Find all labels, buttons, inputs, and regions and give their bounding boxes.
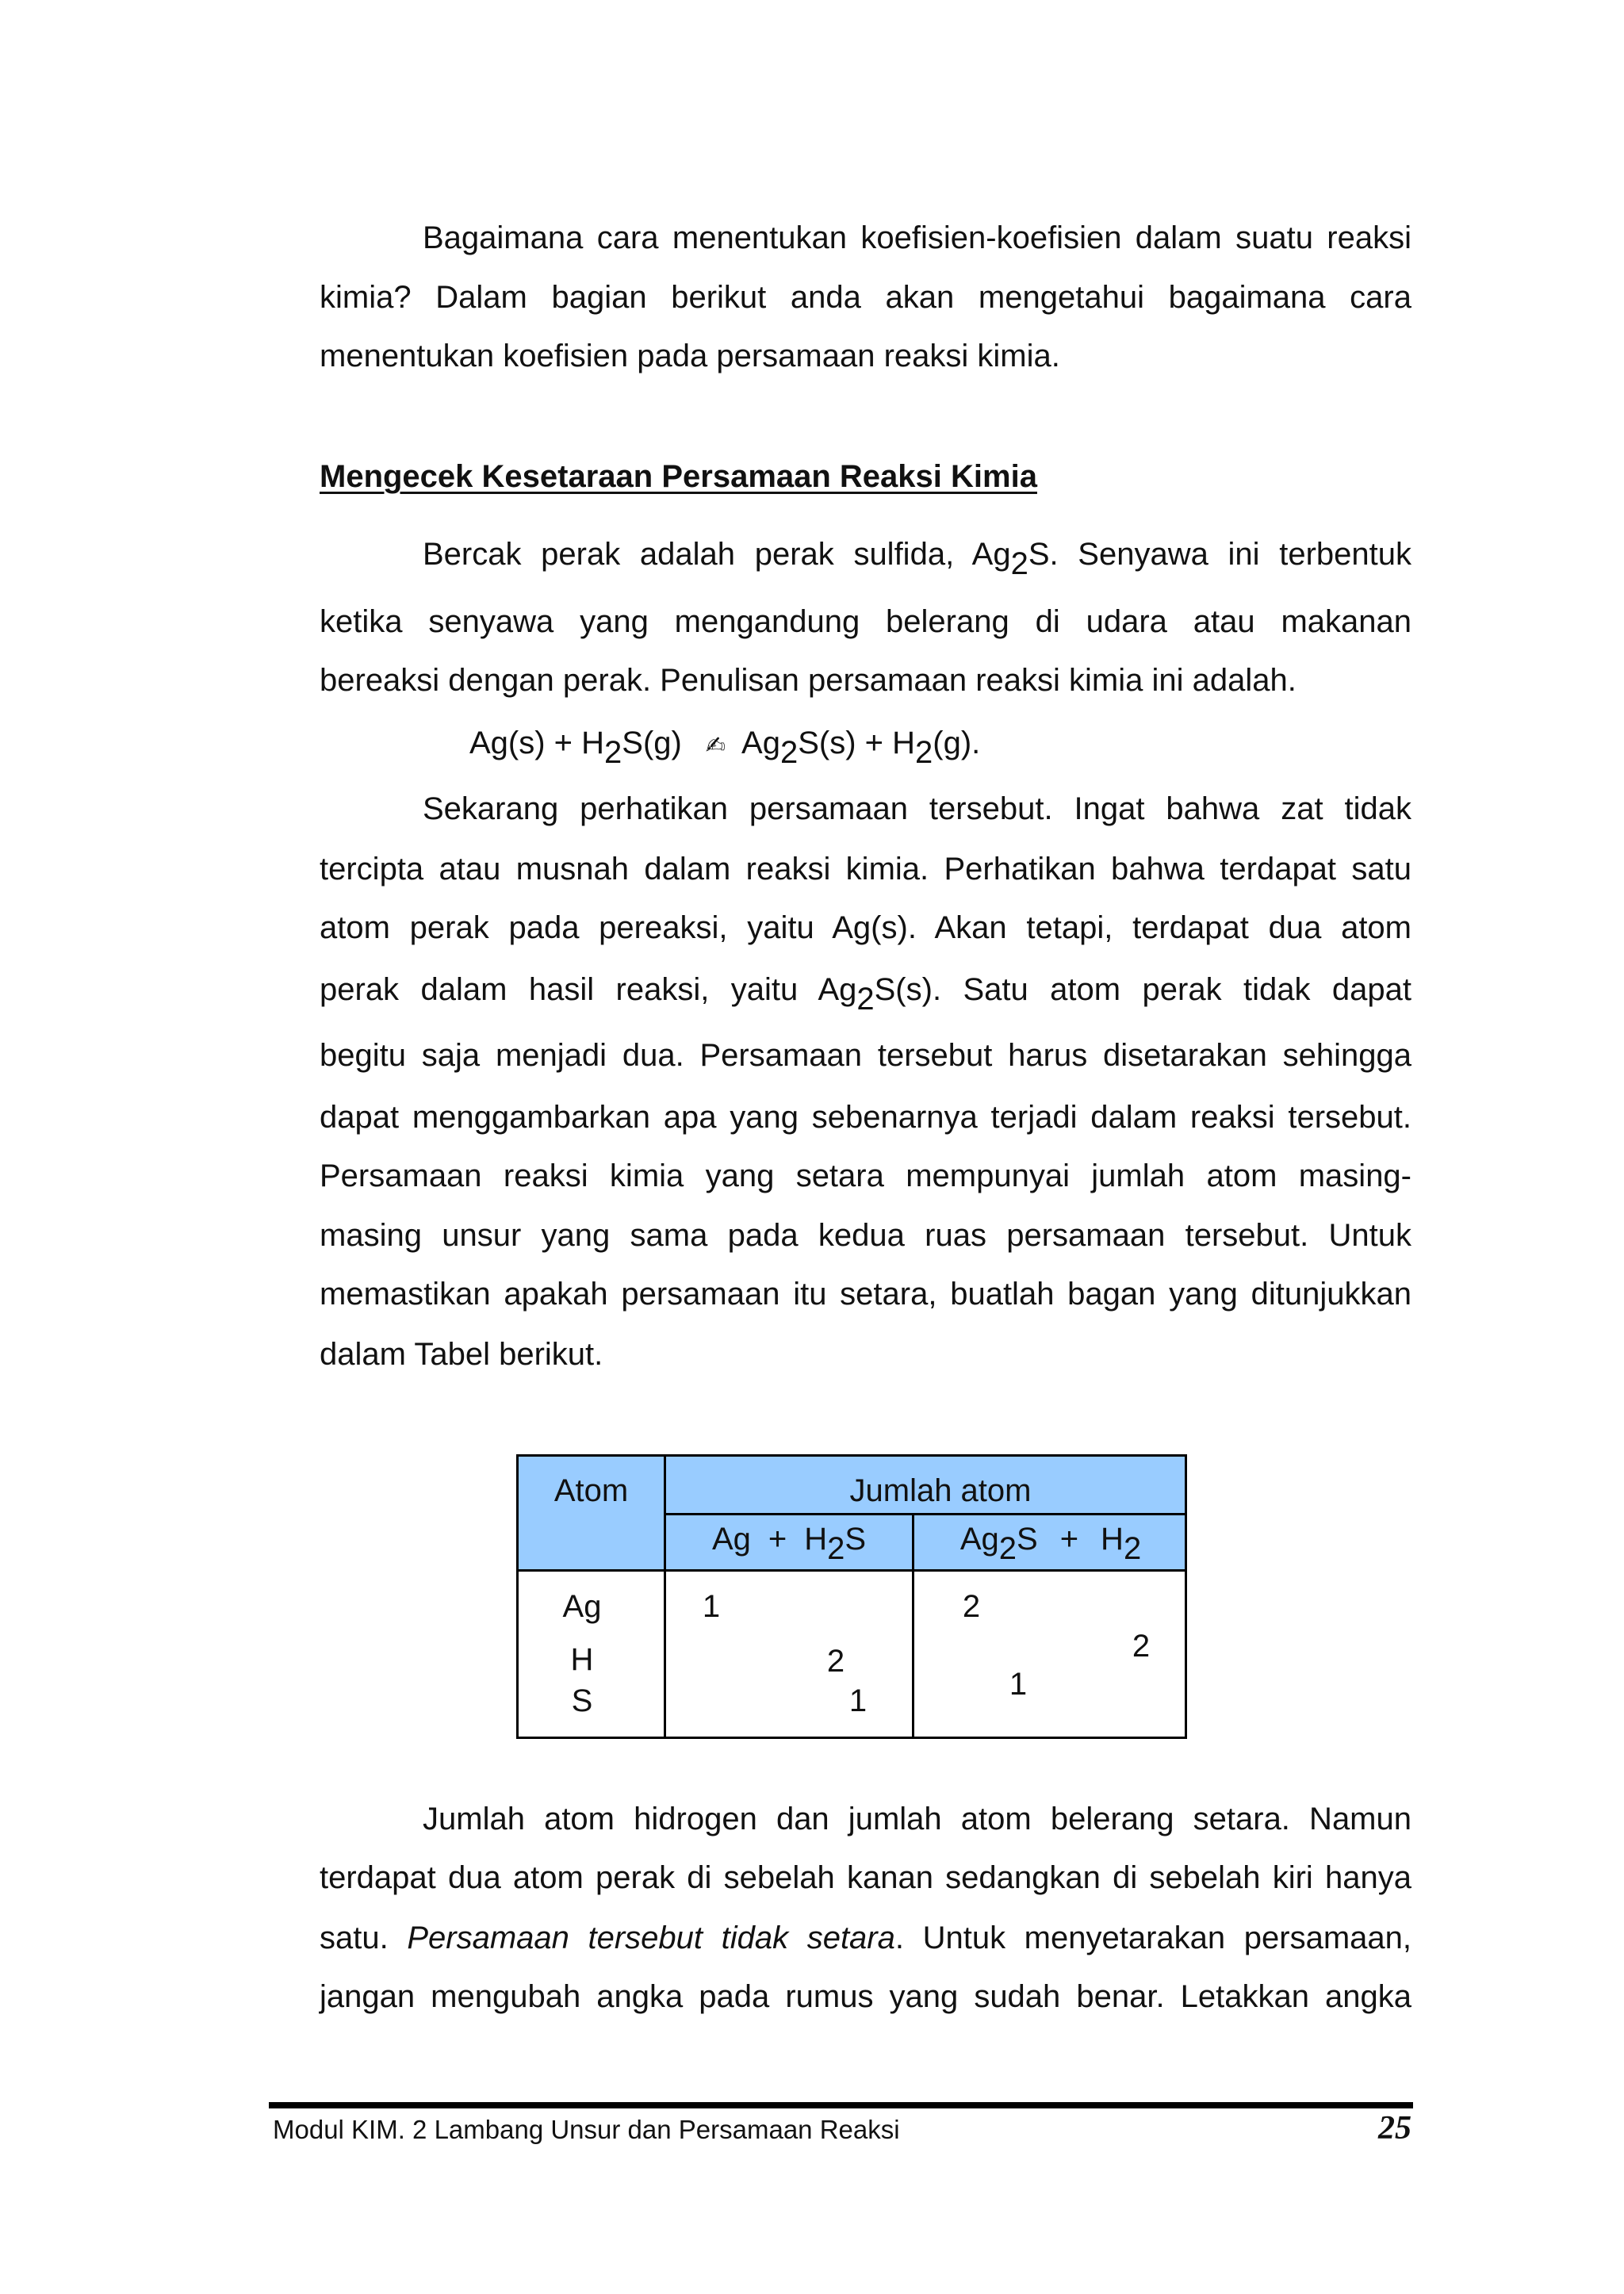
product-count-s: 1 bbox=[1009, 1667, 1028, 1702]
reactant-count-s: 1 bbox=[848, 1683, 868, 1718]
species-text: H bbox=[804, 1522, 828, 1557]
intro-line-2: kimia? Dalam bagian berikut anda akan mengetahui bagaimana cara bbox=[320, 280, 1411, 315]
italic-emphasis: Persamaan tersebut tidak setara bbox=[407, 1921, 895, 1955]
row-label-s: S bbox=[571, 1683, 593, 1718]
paragraph-line: Jumlah atom hidrogen dan jumlah atom belerang setara. Namun bbox=[423, 1802, 1411, 1836]
text-segment: S. Senyawa ini terbentuk bbox=[1028, 537, 1412, 572]
paragraph-line: bereaksi dengan perak. Penulisan persamaan reaksi kimia ini adalah. bbox=[320, 663, 1297, 698]
footer-module-title: Modul KIM. 2 Lambang Unsur dan Persamaan Reaksi bbox=[273, 2115, 900, 2144]
table-row-divider bbox=[664, 1513, 1187, 1515]
header-products bbox=[914, 1520, 1187, 1566]
table-row-divider bbox=[516, 1569, 1187, 1572]
equation-segment: Ag(s) + H bbox=[469, 726, 605, 760]
equation-segment: S(g) bbox=[622, 726, 682, 760]
subscript: 2 bbox=[779, 735, 799, 770]
text-segment: S(s). Satu atom perak tidak dapat bbox=[874, 972, 1412, 1007]
equation-segment: (g). bbox=[933, 726, 981, 760]
text-segment: . Untuk menyetarakan persamaan, bbox=[894, 1921, 1411, 1955]
atom-count-table bbox=[516, 1454, 1187, 1739]
header-atom-count: Jumlah atom bbox=[849, 1473, 1032, 1508]
paragraph-line: begitu saja menjadi dua. Persamaan tersebut harus disetarakan sehingga bbox=[320, 1038, 1411, 1073]
plus-sign: + bbox=[768, 1522, 787, 1557]
subscript: 2 bbox=[856, 982, 875, 1017]
page-number: 25 bbox=[1378, 2110, 1411, 2147]
subscript: 2 bbox=[998, 1531, 1017, 1566]
paragraph-line bbox=[320, 1919, 1411, 1957]
reactant-count-h: 2 bbox=[826, 1644, 845, 1679]
header-reactants bbox=[666, 1520, 912, 1566]
reactant-count-ag: 1 bbox=[702, 1589, 721, 1624]
paragraph-line: terdapat dua atom perak di sebelah kanan sedangkan di sebelah kiri hanya bbox=[320, 1860, 1411, 1895]
product-count-h: 2 bbox=[1132, 1629, 1151, 1664]
row-label-h: H bbox=[570, 1642, 594, 1677]
subscript: 2 bbox=[827, 1531, 845, 1566]
paragraph-line bbox=[423, 535, 1412, 581]
paragraph-line: masing unsur yang sama pada kedua ruas persamaan tersebut. Untuk bbox=[320, 1218, 1411, 1253]
row-label-ag: Ag bbox=[562, 1589, 602, 1624]
text-segment: perak dalam hasil reaksi, yaitu Ag bbox=[320, 972, 857, 1007]
text-segment: satu. bbox=[320, 1921, 408, 1955]
paragraph-line bbox=[320, 971, 1412, 1017]
plus-sign: + bbox=[1059, 1522, 1079, 1557]
paragraph-line: Persamaan reaksi kimia yang setara mempunyai jumlah atom masing- bbox=[320, 1158, 1411, 1193]
species-text: S bbox=[1017, 1522, 1038, 1557]
equation-segment: S(s) + H bbox=[798, 726, 915, 760]
species-text: S bbox=[845, 1522, 867, 1557]
paragraph-line: atom perak pada pereaksi, yaitu Ag(s). Akan tetapi, terdapat dua atom bbox=[320, 910, 1411, 945]
paragraph-line: jangan mengubah angka pada rumus yang sudah benar. Letakkan angka bbox=[320, 1979, 1411, 2014]
subscript: 2 bbox=[604, 735, 622, 770]
intro-line-3: menentukan koefisien pada persamaan reaksi kimia. bbox=[320, 339, 1060, 373]
footer-rule bbox=[269, 2102, 1413, 2108]
paragraph-line: memastikan apakah persamaan itu setara, buatlah bagan yang ditunjukkan bbox=[320, 1277, 1411, 1312]
species-text: Ag bbox=[959, 1522, 999, 1557]
paragraph-line: dapat menggambarkan apa yang sebenarnya terjadi dalam reaksi tersebut. bbox=[320, 1100, 1411, 1135]
subscript: 2 bbox=[1010, 546, 1028, 581]
chemical-equation bbox=[469, 724, 981, 770]
paragraph-line: dalam Tabel berikut. bbox=[320, 1337, 603, 1372]
section-heading: Mengecek Kesetaraan Persamaan Reaksi Kimia bbox=[320, 459, 1037, 494]
subscript: 2 bbox=[915, 735, 933, 770]
header-atom: Atom bbox=[553, 1473, 629, 1508]
product-count-ag: 2 bbox=[962, 1589, 981, 1624]
intro-line-1: Bagaimana cara menentukan koefisien-koefisien dalam suatu reaksi bbox=[423, 220, 1411, 255]
equation-segment: Ag bbox=[741, 726, 780, 760]
reaction-arrow-glyph: ✍ bbox=[705, 732, 726, 760]
subscript: 2 bbox=[1123, 1531, 1142, 1566]
paragraph-line: tercipta atau musnah dalam reaksi kimia. Perhatikan bahwa terdapat satu bbox=[320, 852, 1411, 887]
text-segment: Bercak perak adalah perak sulfida, Ag bbox=[423, 537, 1011, 572]
species-text: Ag bbox=[711, 1522, 751, 1557]
paragraph-line: ketika senyawa yang mengandung belerang di udara atau makanan bbox=[320, 604, 1411, 639]
species-text: H bbox=[1101, 1522, 1124, 1557]
paragraph-line: Sekarang perhatikan persamaan tersebut. Ingat bahwa zat tidak bbox=[423, 791, 1411, 826]
